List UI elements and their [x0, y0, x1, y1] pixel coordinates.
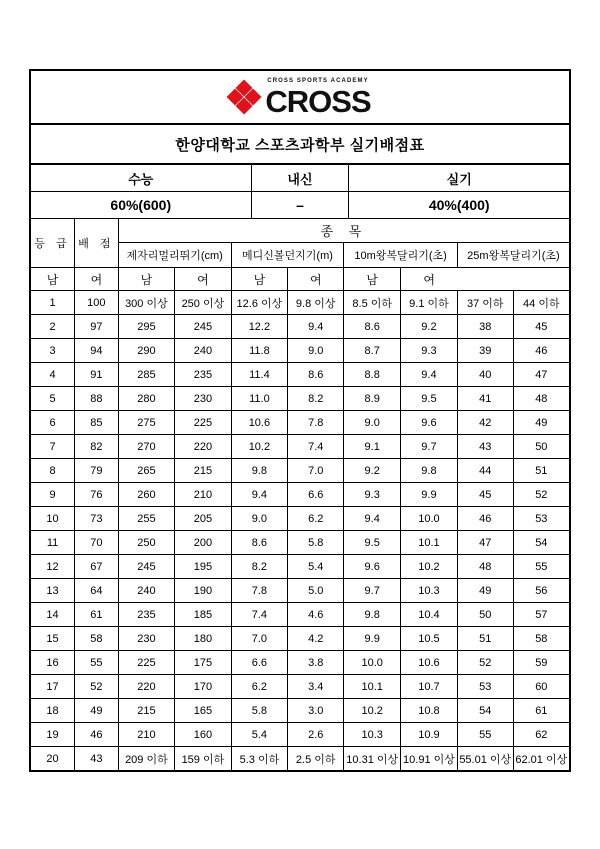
cell-value: 10.0 [344, 651, 401, 675]
cell-value: 9.5 [401, 387, 458, 411]
cell-value: 220 [175, 435, 232, 459]
cell-value: 235 [175, 363, 232, 387]
col-header-event-standing-long-jump: 제자리멀리뛰기(cm) [118, 243, 231, 268]
cell-value: 10.2 [231, 435, 287, 459]
ratio-header-naesin: 내신 [251, 165, 349, 192]
cell-value: 7.0 [231, 627, 287, 651]
cell-value: 220 [118, 675, 175, 699]
cell-value: 5.8 [231, 699, 287, 723]
col-header-event-25m-shuttle-run: 25m왕복달리기(초) [457, 243, 569, 268]
cell-value: 190 [175, 579, 232, 603]
cell-value: 45 [513, 315, 569, 339]
cell-value: 51 [457, 627, 513, 651]
cell-value: 10.1 [344, 675, 401, 699]
cell-value: 38 [457, 315, 513, 339]
cell-value: 230 [118, 627, 175, 651]
cell-value: 9.4 [344, 507, 401, 531]
col-header-gender-female-4: 여 [401, 268, 458, 291]
cell-value: 49 [513, 411, 569, 435]
cell-value: 8.9 [344, 387, 401, 411]
cell-value: 5.8 [288, 531, 344, 555]
cell-rank: 1 [31, 291, 75, 315]
cell-value: 9.3 [344, 483, 401, 507]
col-header-gender-male-4: 남 [344, 268, 401, 291]
col-header-score: 배 점 [75, 219, 119, 268]
cell-value: 210 [118, 723, 175, 747]
cell-value: 210 [175, 483, 232, 507]
cell-value: 235 [118, 603, 175, 627]
cell-value: 175 [175, 651, 232, 675]
cell-value: 10.2 [344, 699, 401, 723]
cell-value: 11.4 [231, 363, 287, 387]
cell-value: 47 [457, 531, 513, 555]
cell-value: 245 [175, 315, 232, 339]
cell-value: 260 [118, 483, 175, 507]
cell-value: 250 [118, 531, 175, 555]
cell-value: 58 [513, 627, 569, 651]
cell-value: 255 [118, 507, 175, 531]
cell-value: 8.2 [288, 387, 344, 411]
table-row [31, 747, 569, 771]
table-row [31, 387, 569, 411]
cell-value: 52 [457, 651, 513, 675]
cell-score: 97 [75, 315, 119, 339]
cell-score: 52 [75, 675, 119, 699]
cell-score: 73 [75, 507, 119, 531]
cell-value: 9.4 [288, 315, 344, 339]
cell-value: 8.2 [231, 555, 287, 579]
cell-score: 58 [75, 627, 119, 651]
col-header-gender-male-1: 남 [31, 268, 75, 291]
cell-value: 9.0 [231, 507, 287, 531]
cell-value: 250 이상 [175, 291, 232, 315]
ratio-header-silgi: 실기 [349, 165, 569, 192]
cell-value: 9.8 이상 [288, 291, 344, 315]
cell-value: 280 [118, 387, 175, 411]
cell-value: 61 [513, 699, 569, 723]
cell-value: 53 [457, 675, 513, 699]
cell-value: 7.0 [288, 459, 344, 483]
cell-value: 275 [118, 411, 175, 435]
cell-value: 159 이하 [175, 747, 232, 771]
cell-score: 46 [75, 723, 119, 747]
cell-value: 245 [118, 555, 175, 579]
cell-rank: 19 [31, 723, 75, 747]
cell-value: 10.2 [401, 555, 458, 579]
cell-value: 6.2 [231, 675, 287, 699]
score-table-sheet [29, 69, 571, 772]
cell-value: 7.4 [288, 435, 344, 459]
table-row [31, 579, 569, 603]
table-row [31, 531, 569, 555]
diamond-logo-icon [229, 82, 259, 112]
cell-value: 45 [457, 483, 513, 507]
cell-rank: 15 [31, 627, 75, 651]
cell-value: 42 [457, 411, 513, 435]
cell-value: 3.4 [288, 675, 344, 699]
cell-value: 62 [513, 723, 569, 747]
cell-value: 9.4 [231, 483, 287, 507]
cell-rank: 7 [31, 435, 75, 459]
col-header-gender-male-2: 남 [118, 268, 175, 291]
table-row [31, 291, 569, 315]
cell-value: 185 [175, 603, 232, 627]
cell-value: 51 [513, 459, 569, 483]
cell-rank: 13 [31, 579, 75, 603]
table-row [31, 165, 569, 192]
cell-value: 44 [457, 459, 513, 483]
table-row [31, 651, 569, 675]
table-row [31, 675, 569, 699]
cell-value: 8.7 [344, 339, 401, 363]
col-header-event-10m-shuttle-run: 10m왕복달리기(초) [344, 243, 458, 268]
score-grid-table [31, 219, 569, 770]
cell-value: 55.01 이상 [457, 747, 513, 771]
cell-score: 43 [75, 747, 119, 771]
cell-value: 180 [175, 627, 232, 651]
cell-value: 40 [457, 363, 513, 387]
cell-value: 195 [175, 555, 232, 579]
cell-rank: 16 [31, 651, 75, 675]
cell-score: 100 [75, 291, 119, 315]
cell-value: 6.6 [231, 651, 287, 675]
cell-score: 94 [75, 339, 119, 363]
cell-score: 70 [75, 531, 119, 555]
cell-value: 5.4 [288, 555, 344, 579]
cell-score: 61 [75, 603, 119, 627]
cell-value: 7.8 [288, 411, 344, 435]
cell-value: 44 이하 [513, 291, 569, 315]
cell-value: 9.1 이하 [401, 291, 458, 315]
logo-text [265, 78, 370, 117]
cell-value: 9.6 [401, 411, 458, 435]
cell-value: 8.6 [344, 315, 401, 339]
cell-value: 49 [457, 579, 513, 603]
cell-value: 12.6 이상 [231, 291, 287, 315]
col-header-gender-female-2: 여 [175, 268, 232, 291]
cross-logo [229, 78, 370, 117]
logo-subtitle: CROSS SPORTS ACADEMY [267, 77, 369, 84]
cell-score: 79 [75, 459, 119, 483]
cell-value: 9.9 [401, 483, 458, 507]
cell-score: 49 [75, 699, 119, 723]
cell-value: 57 [513, 603, 569, 627]
cell-value: 8.6 [231, 531, 287, 555]
cell-value: 54 [513, 531, 569, 555]
cell-value: 10.9 [401, 723, 458, 747]
cell-value: 60 [513, 675, 569, 699]
cell-value: 160 [175, 723, 232, 747]
cell-value: 10.91 이상 [401, 747, 458, 771]
cell-value: 10.3 [344, 723, 401, 747]
cell-value: 56 [513, 579, 569, 603]
cell-value: 52 [513, 483, 569, 507]
cell-value: 10.8 [401, 699, 458, 723]
cell-value: 43 [457, 435, 513, 459]
cell-rank: 6 [31, 411, 75, 435]
cell-value: 48 [513, 387, 569, 411]
table-row [31, 435, 569, 459]
cell-value: 9.6 [344, 555, 401, 579]
page-title: 한양대학교 스포츠과학부 실기배점표 [31, 125, 569, 165]
ratio-value-suneung: 60%(600) [31, 192, 251, 219]
ratio-value-naesin: – [251, 192, 349, 219]
cell-value: 12.2 [231, 315, 287, 339]
table-row [31, 363, 569, 387]
cell-value: 9.8 [231, 459, 287, 483]
cell-value: 290 [118, 339, 175, 363]
cell-rank: 20 [31, 747, 75, 771]
cell-value: 7.4 [231, 603, 287, 627]
cell-rank: 3 [31, 339, 75, 363]
cell-score: 82 [75, 435, 119, 459]
cell-value: 39 [457, 339, 513, 363]
cell-value: 55 [457, 723, 513, 747]
cell-value: 8.8 [344, 363, 401, 387]
cell-value: 3.0 [288, 699, 344, 723]
cell-value: 9.7 [401, 435, 458, 459]
table-row [31, 459, 569, 483]
cell-value: 9.0 [344, 411, 401, 435]
table-row [31, 723, 569, 747]
table-row [31, 192, 569, 219]
cell-value: 165 [175, 699, 232, 723]
cell-value: 50 [457, 603, 513, 627]
cell-value: 10.7 [401, 675, 458, 699]
cell-score: 67 [75, 555, 119, 579]
table-row [31, 219, 569, 243]
cell-value: 10.0 [401, 507, 458, 531]
cell-score: 85 [75, 411, 119, 435]
ratio-header-suneung: 수능 [31, 165, 251, 192]
cell-value: 9.0 [288, 339, 344, 363]
cell-rank: 11 [31, 531, 75, 555]
table-row [31, 339, 569, 363]
cell-rank: 2 [31, 315, 75, 339]
cell-value: 265 [118, 459, 175, 483]
cell-value: 9.8 [401, 459, 458, 483]
cell-value: 48 [457, 555, 513, 579]
cell-value: 9.1 [344, 435, 401, 459]
cell-value: 59 [513, 651, 569, 675]
cell-value: 9.8 [344, 603, 401, 627]
cell-rank: 5 [31, 387, 75, 411]
cell-rank: 8 [31, 459, 75, 483]
cell-score: 55 [75, 651, 119, 675]
cell-value: 209 이하 [118, 747, 175, 771]
cell-value: 2.6 [288, 723, 344, 747]
cell-value: 3.8 [288, 651, 344, 675]
cell-value: 205 [175, 507, 232, 531]
cell-value: 11.0 [231, 387, 287, 411]
cell-value: 2.5 이하 [288, 747, 344, 771]
cell-value: 46 [457, 507, 513, 531]
cell-value: 270 [118, 435, 175, 459]
cell-rank: 17 [31, 675, 75, 699]
cell-value: 225 [175, 411, 232, 435]
cell-value: 6.6 [288, 483, 344, 507]
ratio-value-silgi: 40%(400) [349, 192, 569, 219]
cell-value: 9.2 [401, 315, 458, 339]
cell-value: 8.6 [288, 363, 344, 387]
cell-value: 170 [175, 675, 232, 699]
cell-value: 4.2 [288, 627, 344, 651]
cell-value: 50 [513, 435, 569, 459]
cell-value: 9.7 [344, 579, 401, 603]
logo-header [31, 71, 569, 125]
table-row [31, 268, 569, 291]
cell-rank: 12 [31, 555, 75, 579]
cell-value: 41 [457, 387, 513, 411]
cell-value: 11.8 [231, 339, 287, 363]
table-row [31, 507, 569, 531]
cell-value: 7.8 [231, 579, 287, 603]
cell-rank: 14 [31, 603, 75, 627]
table-row [31, 483, 569, 507]
cell-value: 200 [175, 531, 232, 555]
cell-value: 230 [175, 387, 232, 411]
cell-value: 215 [175, 459, 232, 483]
cell-value: 10.6 [401, 651, 458, 675]
cell-score: 64 [75, 579, 119, 603]
cell-value: 37 이하 [457, 291, 513, 315]
cell-value: 62.01 이상 [513, 747, 569, 771]
col-header-rank: 등 급 [31, 219, 75, 268]
cell-value: 215 [118, 699, 175, 723]
cell-value: 285 [118, 363, 175, 387]
cell-rank: 18 [31, 699, 75, 723]
cell-value: 47 [513, 363, 569, 387]
cell-value: 10.3 [401, 579, 458, 603]
cell-value: 240 [118, 579, 175, 603]
col-header-category: 종 목 [118, 219, 569, 243]
cell-value: 10.6 [231, 411, 287, 435]
cell-value: 5.0 [288, 579, 344, 603]
cell-value: 10.31 이상 [344, 747, 401, 771]
cell-value: 4.6 [288, 603, 344, 627]
cell-score: 91 [75, 363, 119, 387]
cell-value: 10.5 [401, 627, 458, 651]
table-row [31, 603, 569, 627]
cell-value: 9.3 [401, 339, 458, 363]
logo-wordmark: CROSS [265, 83, 371, 119]
table-row [31, 315, 569, 339]
col-header-event-medicine-ball-throw: 메디신볼던지기(m) [231, 243, 344, 268]
col-header-gender-female-1: 여 [75, 268, 119, 291]
cell-value: 9.4 [401, 363, 458, 387]
cell-score: 76 [75, 483, 119, 507]
table-row [31, 627, 569, 651]
cell-value: 6.2 [288, 507, 344, 531]
cell-value: 46 [513, 339, 569, 363]
cell-value: 225 [118, 651, 175, 675]
cell-value: 10.1 [401, 531, 458, 555]
cell-value: 5.3 이하 [231, 747, 287, 771]
cell-value: 55 [513, 555, 569, 579]
cell-value: 240 [175, 339, 232, 363]
cell-rank: 4 [31, 363, 75, 387]
table-row [31, 411, 569, 435]
cell-value: 300 이상 [118, 291, 175, 315]
table-row [31, 699, 569, 723]
ratio-table [31, 165, 569, 219]
cell-score: 88 [75, 387, 119, 411]
cell-value: 8.5 이하 [344, 291, 401, 315]
cell-value: 5.4 [231, 723, 287, 747]
cell-value: 53 [513, 507, 569, 531]
cell-value: 9.2 [344, 459, 401, 483]
cell-value: 54 [457, 699, 513, 723]
cell-rank: 9 [31, 483, 75, 507]
col-header-gender-female-3: 여 [288, 268, 344, 291]
table-row [31, 555, 569, 579]
col-header-gender-male-3: 남 [231, 268, 287, 291]
cell-rank: 10 [31, 507, 75, 531]
cell-value: 9.9 [344, 627, 401, 651]
cell-value: 10.4 [401, 603, 458, 627]
cell-value: 295 [118, 315, 175, 339]
cell-value: 9.5 [344, 531, 401, 555]
